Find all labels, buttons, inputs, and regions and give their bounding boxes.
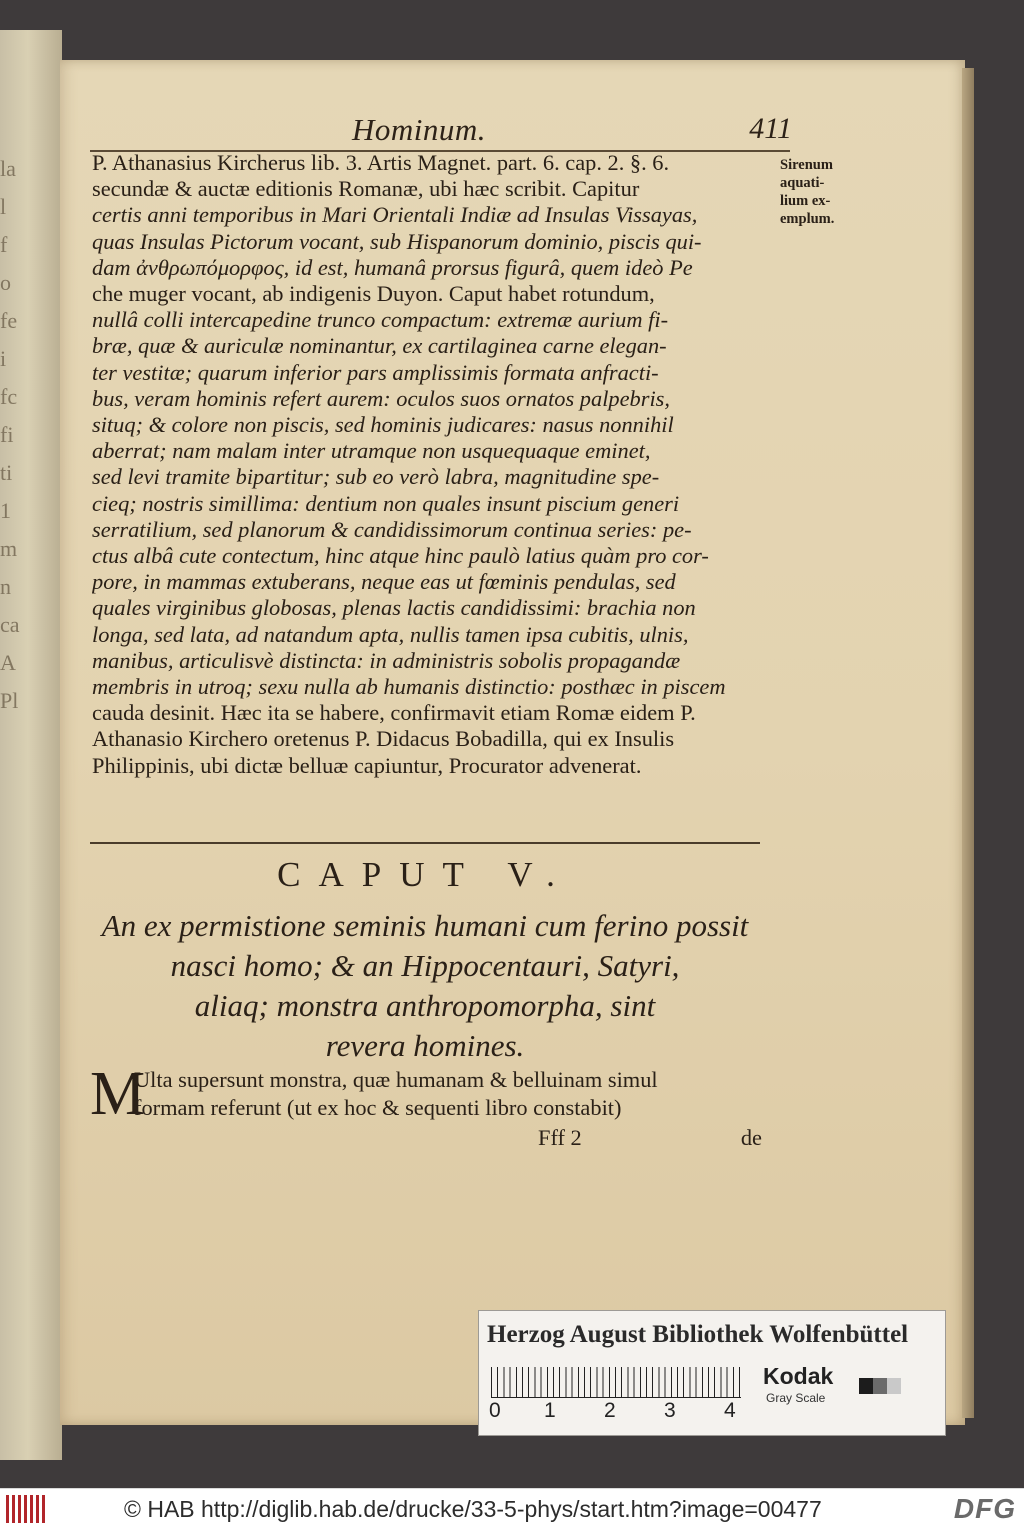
drop-cap: M	[90, 1060, 146, 1128]
left-margin-fragments	[0, 150, 40, 720]
left-page-edge	[0, 30, 62, 1460]
text-line: Philippinis, ubi dictæ belluæ capiuntur, Procurator advenerat.	[92, 752, 642, 778]
hab-logo-icon	[6, 1495, 48, 1523]
chapter-text	[90, 1060, 762, 1128]
gray-swatch	[859, 1378, 873, 1394]
subtitle-line: An ex permistione seminis humani cum ferino possit	[101, 908, 749, 943]
left-margin-fragment: 1	[0, 498, 11, 523]
copyright-link[interactable]: © HAB http://diglib.hab.de/drucke/33-5-phys/start.htm?image=00477	[124, 1496, 822, 1522]
text-line: pore, in mammas extuberans, neque eas ut fœminis pendulas, sed	[92, 569, 676, 595]
text-line: Athanasio Kirchero oretenus P. Didacus Bobadilla, qui ex Insulis	[92, 726, 675, 752]
subtitle-line: aliaq; monstra anthropomorpha, sint	[194, 988, 656, 1023]
dfg-logo: DFG	[953, 1493, 1016, 1524]
left-margin-fragment: n	[0, 574, 11, 599]
text-line: cieq; nostris simillima: dentium non quales insunt piscium generi	[92, 490, 680, 516]
left-margin-fragment: A	[0, 650, 16, 675]
gray-swatch	[887, 1378, 901, 1394]
left-margin-fragment: fc	[0, 384, 18, 409]
ruler-number: 1	[544, 1399, 556, 1422]
text-line: situq; & colore non piscis, sed hominis judicares: nasus nonnihil	[92, 412, 674, 438]
text-line: secundæ & auctæ editionis Romanæ, ubi hæc scribit. Capitur	[92, 176, 640, 202]
marginal-note-line: emplum.	[780, 211, 835, 227]
text-line: quales virginibus globosas, plenas lactis candidissimi: brachia non	[92, 595, 696, 621]
left-margin-fragment: f	[0, 232, 8, 257]
text-line: P. Athanasius Kircherus lib. 3. Artis Magnet. part. 6. cap. 2. §. 6.	[92, 150, 670, 175]
chapter-subtitle	[90, 906, 760, 1066]
footer-bar	[0, 1488, 1024, 1530]
text-line: nullâ colli intercapedine trunco compactum: extremæ aurium fi-	[92, 307, 669, 333]
gray-swatches	[859, 1378, 901, 1394]
text-line: ctus albâ cute contectum, hinc atque hinc paulò latius quàm pro cor-	[92, 543, 709, 569]
page-number: 411	[749, 112, 792, 145]
text-line: Ulta supersunt monstra, quæ humanam & belluinam simul	[134, 1067, 658, 1092]
left-margin-fragment: l	[0, 194, 7, 219]
ruler-number: 2	[604, 1399, 616, 1422]
marginal-note-line: aquati-	[780, 175, 825, 191]
text-line: dam ἀνθρωπόμορφος, id est, humanâ prorsus figurâ, quem ideò Pe	[92, 254, 693, 280]
text-line: membris in utroq; sexu nulla ab humanis distinctio: posthæc in piscem	[92, 674, 726, 700]
marginal-note-line: lium ex-	[780, 193, 831, 209]
text-line: certis anni temporibus in Mari Orientali Indiæ ad Insulas Vissayas,	[92, 202, 698, 228]
gray-swatch	[873, 1378, 887, 1394]
library-label-card	[478, 1310, 946, 1436]
left-margin-fragment: fi	[0, 422, 14, 447]
left-margin-fragment: i	[0, 346, 7, 371]
left-margin-fragment: la	[0, 156, 16, 181]
text-line: serratilium, sed planorum & candidissimorum continua series: pe-	[92, 516, 692, 542]
ruler-number: 3	[664, 1399, 676, 1422]
text-line: quas Insulas Pictorum vocant, sub Hispanorum dominio, piscis qui-	[92, 228, 702, 254]
text-line: ter vestitæ; quarum inferior pars amplissimis formata anfracti-	[92, 359, 659, 385]
subtitle-line: nasci homo; & an Hippocentauri, Satyri,	[170, 948, 680, 983]
text-line: longa, sed lata, ad natandum apta, nullis tamen ipsa cubitis, ulnis,	[92, 621, 689, 647]
left-margin-fragment: fe	[0, 308, 18, 333]
ruler-number: 0	[489, 1399, 501, 1422]
text-line: manibus, articulisvè distincta: in administris sobolis propagandæ	[92, 647, 681, 673]
text-line: sed levi tramite bipartitur; sub eo verò labra, magnitudine spe-	[92, 464, 660, 490]
text-line: bus, veram hominis refert aurem: oculos suos ornatos palpebris,	[92, 385, 670, 411]
text-line: formam referunt (ut ex hoc & sequenti libro constabit)	[134, 1095, 622, 1120]
text-line: aberrat; nam malam inter utramque non usquequaque eminet,	[92, 438, 651, 464]
gray-scale-label: Gray Scale	[766, 1391, 826, 1405]
text-line: cauda desinit. Hæc ita se habere, confirmavit etiam Romæ eidem P.	[92, 700, 696, 726]
page-edge	[962, 68, 974, 1418]
marginal-note-line: Sirenum	[780, 157, 833, 173]
left-margin-fragment: o	[0, 270, 11, 295]
subtitle-line: revera homines.	[325, 1028, 525, 1063]
kodak-logo: Kodak	[763, 1363, 834, 1389]
text-line: bræ, quæ & auriculæ nominantur, ex cartilaginea carne elegan-	[92, 333, 667, 359]
catchword: de	[740, 1125, 762, 1150]
main-text	[92, 150, 772, 779]
left-margin-fragment: Pl	[0, 688, 19, 713]
signature-mark: Fff 2	[538, 1125, 582, 1150]
section-rule	[90, 842, 760, 844]
text-line: che muger vocant, ab indigenis Duyon. Caput habet rotundum,	[92, 281, 655, 307]
marginal-note	[780, 156, 860, 228]
library-name: Herzog August Bibliothek Wolfenbüttel	[487, 1321, 909, 1348]
ruler-numbers	[487, 1399, 757, 1427]
ruler-number: 4	[724, 1399, 736, 1422]
left-margin-fragment: ca	[0, 612, 20, 637]
left-margin-fragment: ti	[0, 460, 13, 485]
chapter-title: CAPUT V.	[277, 855, 573, 894]
left-margin-fragment: m	[0, 536, 18, 561]
scale-ruler	[491, 1367, 741, 1398]
page-header	[90, 112, 790, 152]
running-head: Hominum.	[352, 112, 487, 147]
